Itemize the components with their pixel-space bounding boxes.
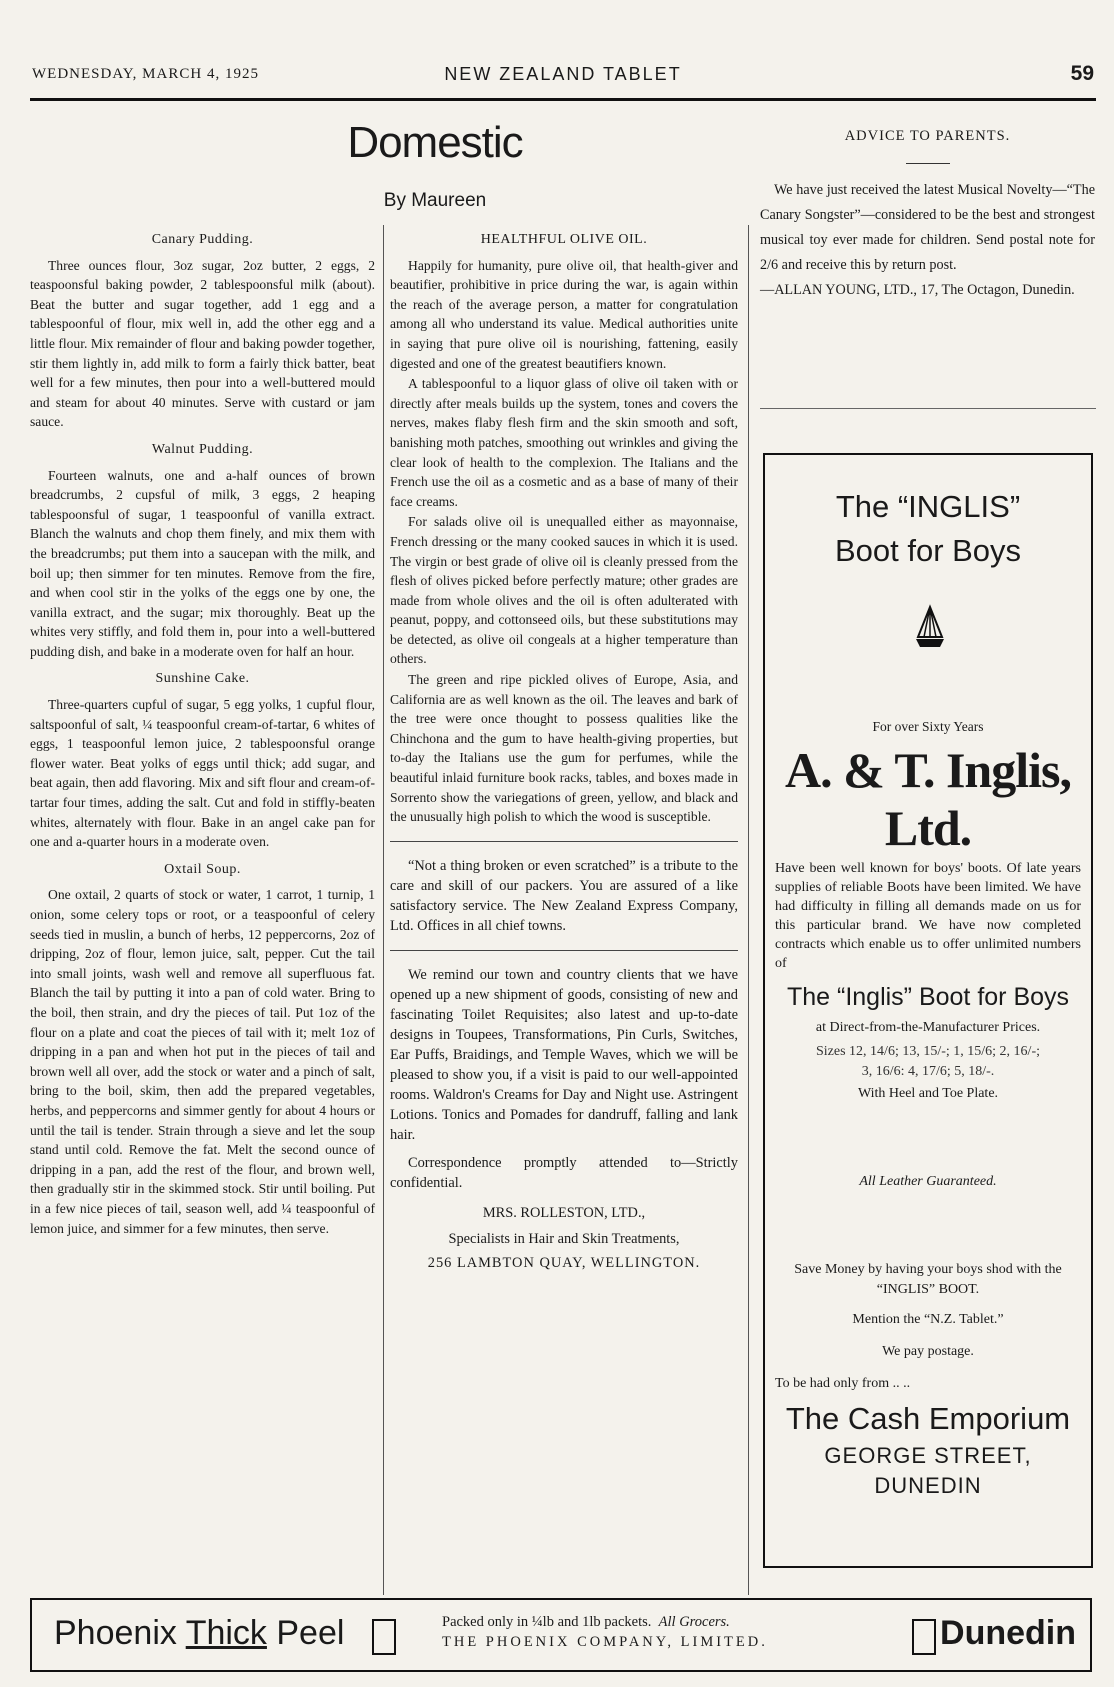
- inglis-ad: [763, 453, 1093, 1568]
- rolleston-name: MRS. ROLLESTON, LTD.,: [482, 1204, 646, 1221]
- sizes-line: Sizes 12, 14/6; 13, 15/-; 1, 15/6; 2, 16/-;: [816, 1044, 1040, 1059]
- newspaper-title: NEW ZEALAND TABLET: [444, 64, 682, 84]
- phoenix-details: [442, 1612, 892, 1652]
- article-paragraph: The green and ripe pickled olives of Europe, Asia, and California are as well known as the oil. The leaves and bark of the tree were once thought to possess qualities like the Chinchona and the gum to have health-giving properties, but to-day the Italians use the gum for perfumes, while the beautiful inlaid furniture book racks, tables, and boxes made in Sorrento show the variegations of green, yellow, and black and the unusually high polish to which the wood is susceptible.: [390, 672, 738, 825]
- rolleston-body: We remind our town and country clients that we have opened up a new shipment of goods, consisting of new and fascinating Toilet Requisites; also latest and up-to-date designs in Toupees, Transformations, Pin Curls, Switches, Ear Puffs, Braidings, and Temple Waves, which we will be pleased to show you, if a visit is paid to our well-appointed rooms. Waldron's Creams for Day and Night use. Astringent Lotions. Tonics and Pomades for dandruff, falling and lank hair.: [390, 966, 738, 1143]
- recipes-column: [30, 222, 375, 1239]
- rolleston-specialists: Specialists in Hair and Skin Treatments,: [448, 1230, 680, 1247]
- column-divider: [383, 225, 384, 1595]
- page-number: 59: [1070, 62, 1094, 85]
- middle-column: [390, 222, 738, 1273]
- brand-thick: Thick: [185, 1614, 267, 1652]
- phoenix-ad: [30, 1598, 1092, 1672]
- decorative-box: [912, 1619, 936, 1655]
- george-street: GEORGE STREET,: [824, 1443, 1032, 1468]
- advice-heading: ADVICE TO PARENTS.: [844, 128, 1011, 144]
- recipe-heading: Oxtail Soup.: [164, 861, 241, 877]
- cash-emporium: The Cash Emporium: [785, 1401, 1071, 1436]
- article-paragraph: Happily for humanity, pure olive oil, that health-giver and beautifier, prohibitive in price during the war, is again within the reach of the average person, a matter for congratulation among all who understand its value. Medical authorities unite in saying that pure olive oil is nourishing, fattening, easily digested and one of the greatest beautifiers known.: [390, 257, 738, 371]
- brand-prefix: Phoenix: [54, 1614, 186, 1652]
- express-notice: [390, 856, 738, 936]
- advice-body: We have just received the latest Musical Novelty—“The Canary Songster”—considered to be the best and strongest musical toy ever made for children. Send postal note for 2/6 and receive this by return post.: [760, 182, 1095, 273]
- packed-text: Packed only in ¼lb and 1lb packets.: [442, 1614, 652, 1630]
- heel-plate: With Heel and Toe Plate.: [857, 1086, 999, 1101]
- divider: [760, 408, 1096, 409]
- recipe-heading: Walnut Pudding.: [151, 441, 254, 457]
- sixty-years: For over Sixty Years: [872, 719, 984, 734]
- rolleston-notice: [390, 965, 738, 1273]
- guarantee: All Leather Guaranteed.: [859, 1174, 997, 1189]
- recipe-body: Three-quarters cupful of sugar, 5 egg yolks, 1 cupful flour, saltspoonful of salt, ¼ teaspoonful cream-of-tartar, 6 whites of eggs, 1 teaspoonful lemon juice, 2 tablespoonsful orange flower water. Beat yolks of eggs until thick; add sugar, and beat again, then add flavoring. Mix and sift flour and cream-of-tartar four times, adding the salt. Cut and fold in stiffly-beaten whites, alternately with flour. Bake in an angel cake pan for one and a-quarter hours in a moderate oven.: [30, 697, 376, 850]
- short-rule: [906, 163, 950, 164]
- recipe-body: Three ounces flour, 3oz sugar, 2oz butter, 2 eggs, 2 teaspoonsful baking powder, 2 tablespoonsful milk (about). Beat the butter and sugar together, add 1 egg and a tablespoonful of flour, mix well in, add the other egg and a little flour. Mix remainder of flour and baking powder together, stir them lightly in, add milk to form a fairly thick batter, beat well for a few minutes, then pour into a well-buttered mould and steam for about 40 minutes. Serve with custard or jam sauce.: [30, 257, 375, 430]
- page-header: [30, 58, 1096, 101]
- article-paragraph: For salads olive oil is unequalled either as mayonnaise, French dressing or the many cooked sauces in which it is used. The virgin or best grade of olive oil is cleanly pressed from the flesh of olives picked before perfectly mature; other grades are made from whole olives and the oil is often adulterated with peanut, poppy, and cottonseed oils, but these substitutions may be detected, as olive oil congeals at a higher temperature than others.: [390, 514, 738, 667]
- express-text: “Not a thing broken or even scratched” is a tribute to the care and skill of our packers. You are assured of a like satisfactory service. The New Zealand Express Company, Ltd. Offices in all chief towns.: [390, 857, 738, 934]
- direct-prices: at Direct-from-the-Manufacturer Prices.: [815, 1020, 1041, 1035]
- recipe-heading: Sunshine Cake.: [155, 671, 250, 687]
- section-title: Domestic: [347, 118, 523, 167]
- company-name: A. & T. Inglis, Ltd.: [784, 742, 1071, 856]
- recipe-body: Fourteen walnuts, one and a-half ounces of brown breadcrumbs, 2 cupsful of milk, 3 eggs, 2 heaping tablespoonsful of sugar, 1 teaspoonful of vanilla extract. Blanch the walnuts and chop them finely, and mix them with the breadcrumbs; put them into a saucepan with the milk, and boil up; then simmer for ten minutes. Remove from the fire, and when cool stir in the yolks of the eggs one by one, the vanilla extract, and the sugar; mix thoroughly. Beat up the whites very stiffly, and fold them in, pour into a well-buttered pudding dish, and bake in a moderate oven for half an hour.: [30, 467, 375, 659]
- rolleston-correspondence: Correspondence promptly attended to—Strictly confidential.: [390, 1154, 738, 1191]
- recipe-body: One oxtail, 2 quarts of stock or water, 1 carrot, 1 turnip, 1 onion, some celery tops or root, or a teaspoonful of celery seeds tied in muslin, a bunch of herbs, 12 peppercorns, 2oz of dripping, 2oz of flour, lemon juice, salt, pepper. Cut the tail into small joints, wash well and remove all superfluous fat. Blanch the tail by putting it into a pan of cold water. Bring to the boil, then strain, and dry the pieces of tail. Put 1oz of the flour on a plate and coat the pieces of tail with it; melt 1oz of dripping in a pan and when hot put in the pieces of tail and brown well all over, add the stock or water and a pinch of salt, bring to the boil, skim, then add the prepared vegetables, herbs, and peppercorns and simmer gently for about 4 hours or until the tail is tender. Strain through a sieve and let the soup stand until cold. Remove the fat. Melt the second ounce of dripping in a pan, add the rest of the flour, and brown well, then gradually stir in the skimmed stock. Stir until boiling. Put in a few nice pieces of tail, season well, add ¼ teaspoonful of lemon juice, and simmer for a few minutes, then serve.: [30, 887, 375, 1236]
- inglis-title-line1: The “INGLIS”: [835, 489, 1021, 524]
- boot-emblem-icon: [910, 603, 950, 656]
- sizes-line: 3, 16/6: 4, 17/6; 5, 18/-.: [861, 1064, 995, 1079]
- divider: [390, 950, 738, 951]
- byline: By Maureen: [383, 190, 487, 211]
- recipe-heading: Canary Pudding.: [151, 232, 254, 247]
- advice-signature: —ALLAN YOUNG, LTD., 17, The Octagon, Dunedin.: [760, 282, 1075, 298]
- footer-city: Dunedin: [940, 1614, 1076, 1652]
- had-only-from: To be had only from .. ..: [775, 1376, 911, 1391]
- inglis-body: Have been well known for boys' boots. Of late years supplies of reliable Boots have been limited. We have had difficulty in filling all demands made on us for this particular brand. We have now completed contracts which enable us to offer unlimited numbers of: [775, 861, 1081, 971]
- all-grocers: All Grocers.: [658, 1614, 730, 1630]
- postage: We pay postage.: [882, 1344, 974, 1359]
- phoenix-brand: [54, 1614, 344, 1653]
- phoenix-company: THE PHOENIX COMPANY, LIMITED.: [442, 1634, 768, 1650]
- brand-suffix: Peel: [266, 1614, 345, 1652]
- issue-date: WEDNESDAY, MARCH 4, 1925: [32, 66, 259, 82]
- mention-tablet: Mention the “N.Z. Tablet.”: [852, 1312, 1004, 1327]
- advice-ad: [760, 128, 1095, 303]
- decorative-box: [372, 1619, 396, 1655]
- save-money: Save Money by having your boys shod with the “INGLIS” BOOT.: [794, 1262, 1062, 1297]
- dunedin-city: DUNEDIN: [874, 1473, 982, 1498]
- rolleston-address: 256 LAMBTON QUAY, WELLINGTON.: [427, 1254, 701, 1271]
- divider: [390, 841, 738, 842]
- article-heading: HEALTHFUL OLIVE OIL.: [480, 232, 648, 247]
- inglis-title-line2: Boot for Boys: [834, 533, 1022, 568]
- article-paragraph: A tablespoonful to a liquor glass of olive oil taken with or directly after meals builds up the system, tones and covers the nerves, makes flaby flesh firm and the skin smooth and soft, banishing moth patches, smoothing out wrinkles and giving the clear look of health to the complexion. The Italians and the French use the oil as a cosmetic and as a base of many of their face creams.: [390, 376, 738, 509]
- column-divider: [748, 225, 749, 1595]
- boot-heading: The “Inglis” Boot for Boys: [786, 983, 1070, 1011]
